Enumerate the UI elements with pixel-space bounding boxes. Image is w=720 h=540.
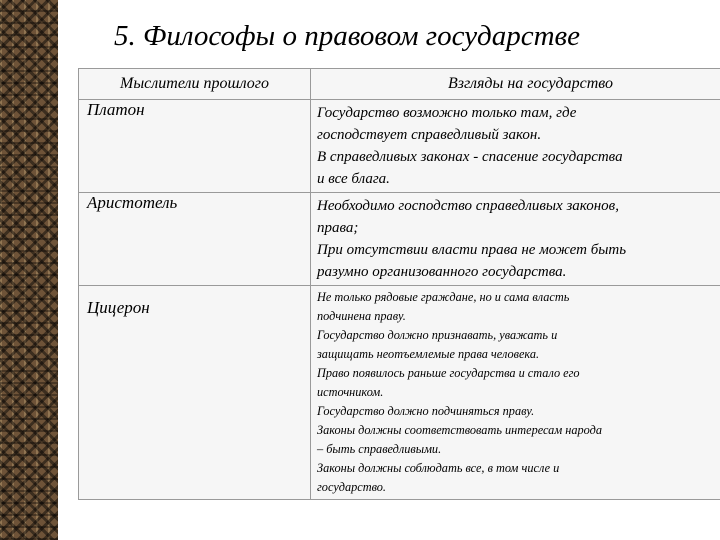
views-line: подчинена праву.: [317, 309, 406, 323]
views-line: В справедливых законах - спасение государства: [317, 149, 623, 165]
views-line: Необходимо господство справедливых законов,: [317, 198, 619, 214]
table-row-plato: [79, 100, 720, 193]
views-line: Государство должно подчиняться праву.: [317, 404, 535, 418]
slide-title: 5. Философы о правовом государстве: [114, 20, 580, 52]
views-line: разумно организованного государства.: [317, 264, 567, 280]
views-line: Законы должны соответствовать интересам народа: [317, 423, 602, 437]
views-line: Государство возможно только там, где: [317, 105, 577, 121]
thinker-name: Платон: [79, 100, 311, 193]
column-header-thinkers: Мыслители прошлого: [79, 69, 311, 100]
slide: [58, 0, 720, 540]
table-header-row: [79, 69, 720, 100]
views-line: государство.: [317, 480, 386, 494]
table-row-cicero: [79, 286, 720, 500]
views-cell: [311, 286, 720, 500]
views-line: Не только рядовые граждане, но и сама власть: [317, 290, 570, 304]
views-line: защищать неотъемлемые права человека.: [317, 347, 540, 361]
views-line: При отсутствии власти права не может быть: [317, 242, 627, 258]
views-line: Законы должны соблюдать все, в том числе и: [317, 461, 560, 475]
table-row-aristotle: [79, 193, 720, 286]
views-line: и все блага.: [317, 171, 390, 187]
philosophers-table: [78, 68, 720, 500]
views-line: Право появилось раньше государства и стало его: [317, 366, 580, 380]
views-line: Государство должно признавать, уважать и: [317, 328, 558, 342]
views-line: права;: [317, 220, 359, 236]
views-line: господствует справедливый закон.: [317, 127, 542, 143]
views-cell: [311, 193, 720, 286]
views-line: – быть справедливыми.: [317, 442, 442, 456]
views-cell: [311, 100, 720, 193]
thinker-name: Аристотель: [79, 193, 311, 286]
decorative-side-strip: [0, 0, 58, 540]
views-line: источником.: [317, 385, 384, 399]
column-header-views: Взгляды на государство: [311, 69, 720, 100]
thinker-name: Цицерон: [79, 286, 311, 500]
